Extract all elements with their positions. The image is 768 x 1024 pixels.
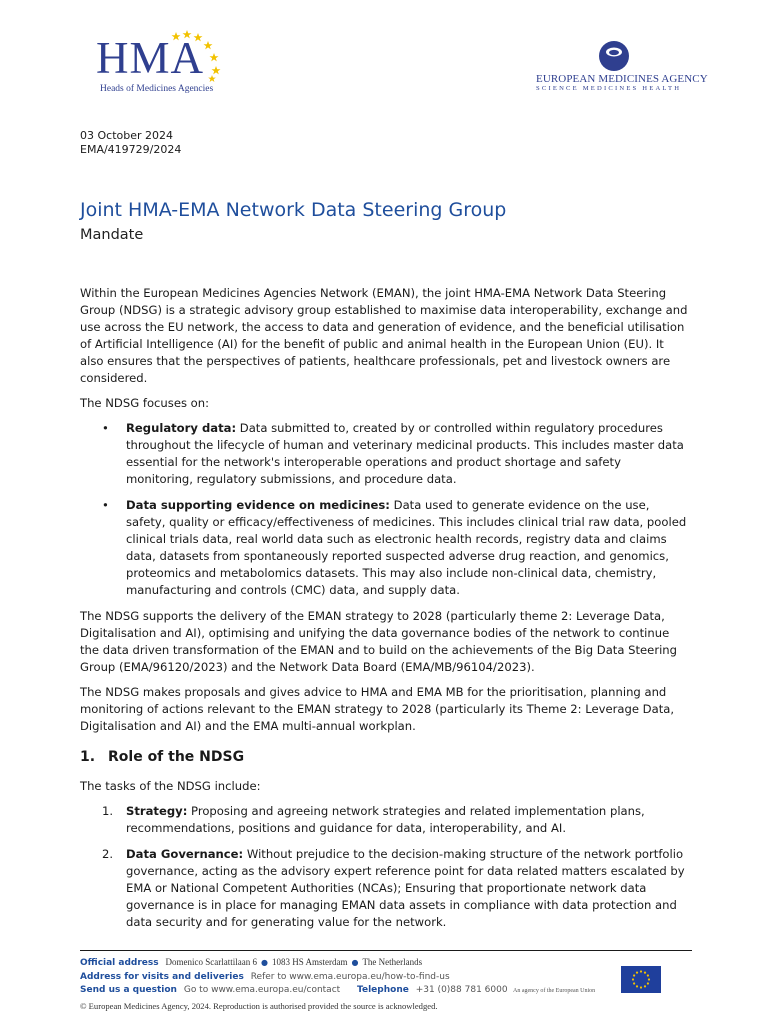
bullet-icon: • [102, 498, 109, 512]
task-number: 2. [102, 847, 114, 861]
focus-item-label: Regulatory data: [126, 421, 237, 435]
focus-item-regulatory-data [80, 420, 690, 488]
ema-tagline: SCIENCE MEDICINES HEALTH [536, 85, 682, 92]
task-item-strategy [80, 803, 690, 837]
focus-item-text: Data used to generate evidence on the use, safety, quality or efficacy/effectiveness of medicines. This includes clinical trial raw data, pooled clinical trials data, real world data such as electronic health records, registry data and claims data, datasets from spontaneously reported suspected adverse drug reaction, and genomics, proteomics and metabolomics datasets. This may also include non-clinical data, chemistry, manufacturing and controls (CMC) data, and supply data. [126, 498, 687, 597]
tasks-intro: The tasks of the NDSG include: [80, 779, 261, 793]
ema-name: EUROPEAN MEDICINES AGENCY [536, 73, 708, 85]
tasks-list [80, 803, 690, 931]
document-reference: EMA/419729/2024 [80, 143, 182, 156]
focus-item-label: Data supporting evidence on medicines: [126, 498, 390, 512]
bullet-icon: ● [260, 958, 268, 967]
eu-flag-icon [621, 966, 661, 993]
footer-divider [80, 950, 692, 951]
address-country: The Netherlands [362, 957, 423, 967]
page-subtitle: Mandate [80, 227, 144, 243]
hma-logo [96, 28, 246, 100]
footer-contact [80, 984, 692, 998]
ema-globe-icon [598, 40, 630, 72]
telephone-label: Telephone [357, 985, 409, 995]
strategy-paragraph: The NDSG supports the delivery of the EMAN strategy to 2028 (particularly theme 2: Leverage Data, Digitalisation and AI), optimising and unifying the data governance bodies of the network to continue the data driven transformation of the EMAN and to build on the achievements of the Big Data Steering Group (EMA/96120/2023) and the Network Data Board (EMA/MB/96104/2023). [80, 609, 678, 674]
telephone-value[interactable]: +31 (0)88 781 6000 [415, 985, 508, 995]
visits-link[interactable]: Refer to www.ema.europa.eu/how-to-find-us [250, 971, 450, 982]
focus-intro: The NDSG focuses on: [80, 396, 210, 410]
question-link[interactable]: Go to www.ema.europa.eu/contact [183, 985, 341, 995]
bullet-icon: ● [351, 958, 359, 967]
focus-item-evidence-data [80, 497, 690, 599]
task-label: Strategy: [126, 804, 188, 818]
section-title: Role of the NDSG [108, 749, 245, 765]
document-date: 03 October 2024 [80, 129, 174, 142]
task-text: Without prejudice to the decision-making structure of the network portfolio governance, acting as the advisory expert reference point for data related matters escalated by EMA or National Competent Authorities (NCAs); Ensuring that proportionate network data governance is in place for managing EMAN data assets in compliance with data protection and data security and for generating value for the network. [126, 847, 685, 929]
task-label: Data Governance: [126, 847, 244, 861]
task-number: 1. [102, 804, 114, 818]
document-body [80, 285, 690, 940]
focus-item-text: Data submitted to, created by or controlled within regulatory procedures throughout the lifecycle of human and veterinary medicinal products. This includes master data essential for the network's interoperable operations and product shortage and safety monitoring, regulatory submissions, and procedure data. [126, 421, 684, 486]
ema-logo [528, 30, 708, 100]
address-postcode: 1083 HS Amsterdam [271, 957, 348, 967]
copyright-notice: © European Medicines Agency, 2024. Reproduction is authorised provided the source is acknowledged. [80, 1001, 438, 1011]
task-text: Proposing and agreeing network strategies and related implementation plans, recommendations, positions and guidance for data, interoperability, and AI. [126, 804, 645, 835]
footer-visits [80, 971, 692, 985]
hma-subtitle: Heads of Medicines Agencies [100, 84, 214, 94]
page-title: Joint HMA-EMA Network Data Steering Group [80, 199, 507, 221]
footer [80, 956, 692, 998]
focus-list [80, 420, 690, 599]
document-meta [80, 129, 181, 157]
hma-logo-text: HMA [96, 33, 205, 83]
address-street: Domenico Scarlattilaan 6 [165, 957, 257, 967]
bullet-icon: • [102, 421, 109, 435]
official-address-label: Official address [80, 958, 159, 968]
intro-paragraph: Within the European Medicines Agencies Network (EMAN), the joint HMA-EMA Network Data Steering Group (NDSG) is a strategic advisory group established to maximise data interoperability, exchange and use across the EU network, the access to data and generation of evidence, and the beneficial utilisation of Artificial Intelligence (AI) for the benefit of public and animal health in the European Union (EU). It also ensures that the perspectives of patients, healthcare professionals, pet and livestock owners are considered. [80, 286, 688, 385]
footer-official-address [80, 956, 692, 971]
section-heading-role [80, 749, 690, 766]
agency-note: An agency of the European Union [513, 988, 596, 994]
section-number: 1. [80, 749, 96, 765]
task-item-data-governance [80, 846, 690, 931]
visits-label: Address for visits and deliveries [80, 971, 244, 982]
proposals-paragraph: The NDSG makes proposals and gives advice to HMA and EMA MB for the prioritisation, planning and monitoring of actions relevant to the EMAN strategy to 2028 (particularly its Theme 2: Leverage Data, Digitalisation and AI) and the EMA multi-annual workplan. [80, 685, 675, 733]
question-label: Send us a question [80, 985, 177, 995]
